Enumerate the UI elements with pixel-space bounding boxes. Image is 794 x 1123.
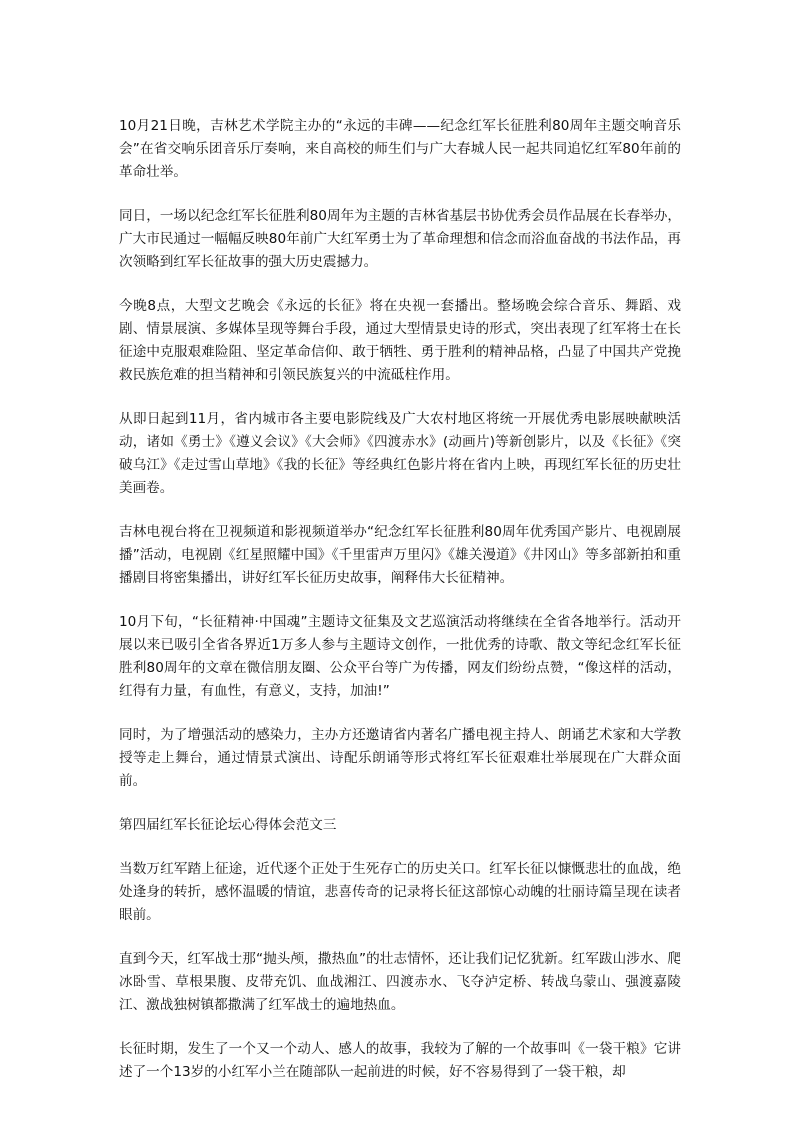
document-body xyxy=(119,115,681,1105)
paragraph-calligraphy-exhibition: 同日，一场以纪念红军长征胜利80周年为主题的吉林省基层书协优秀会员作品展在长春举办，广大市民通过一幅幅反映80年前广大红军勇士为了革命理想和信念而浴血奋战的书法作品，再次领略到红军长征故事的强大历史震撼力。 xyxy=(119,208,681,270)
paragraph-poetry-event: 10月下旬，“长征精神·中国魂”主题诗文征集及文艺巡演活动将继续在全省各地举行。活动开展以来已吸引全省各界近1万多人参与主题诗文创作，一批优秀的诗歌、散文等纪念红军长征胜利80周年的文章在微信朋友圈、公众平台等广为传播，网友们纷纷点赞，“像这样的活动，红得有力量，有血性，有意义，支持，加油!” xyxy=(119,614,681,699)
paragraph-long-march-intro: 当数万红军踏上征途，近代逐个正处于生死存亡的历史关口。红军长征以慷慨悲壮的血战，绝处逢身的转折，感怀温暖的情谊，悲喜传奇的记录将长征这部惊心动魄的壮丽诗篇呈现在读者眼前。 xyxy=(119,861,681,923)
paragraph-stage-performance: 同时，为了增强活动的感染力，主办方还邀请省内著名广播电视主持人、朗诵艺术家和大学教授等走上舞台，通过情景式演出、诗配乐朗诵等形式将红军长征艰难壮举展现在广大群众面前。 xyxy=(119,727,681,789)
paragraph-soldiers-spirit: 直到今天，红军战士那“抛头颅，撒热血”的壮志情怀，还让我们记忆犹新。红军跋山涉水、爬冰卧雪、草根果腹、皮带充饥、血战湘江、四渡赤水、飞夺泸定桥、转战乌蒙山、强渡嘉陵江、激战独树镇都撒满了红军战士的遍地热血。 xyxy=(119,951,681,1013)
paragraph-story: 长征时期，发生了一个又一个动人、感人的故事，我较为了解的一个故事叫《一袋干粮》它讲述了一个13岁的小红军小兰在随部队一起前进的时候，好不容易得到了一袋干粮，却 xyxy=(119,1041,681,1080)
paragraph-film-screening: 从即日起到11月，省内城市各主要电影院线及广大农村地区将统一开展优秀电影展映献映活动，诸如《勇士》《遵义会议》《大会师》《四渡赤水》(动画片)等新创影片，以及《长征》《突破乌江》《走过雪山草地》《我的长征》等经典红色影片将在省内上映，再现红军长征的历史壮美画卷。 xyxy=(119,411,681,496)
paragraph-concert: 10月21日晚，吉林艺术学院主办的“永远的丰碑——纪念红军长征胜利80周年主题交响音乐会”在省交响乐团音乐厅奏响，来自高校的师生们与广大春城人民一起共同追忆红军80年前的革命壮举。 xyxy=(119,118,681,180)
paragraph-gala: 今晚8点，大型文艺晚会《永远的长征》将在央视一套播出。整场晚会综合音乐、舞蹈、戏剧、情景展演、多媒体呈现等舞台手段，通过大型情景史诗的形式，突出表现了红军将士在长征途中克服艰难险阻、坚定革命信仰、敢于牺牲、勇于胜利的精神品格，凸显了中国共产党挽救民族危难的担当精神和引领民族复兴的中流砥柱作用。 xyxy=(119,298,681,383)
paragraph-tv-broadcast: 吉林电视台将在卫视频道和影视频道举办“纪念红军长征胜利80周年优秀国产影片、电视剧展播”活动，电视剧《红星照耀中国》《千里雷声万里闪》《雄关漫道》《井冈山》等多部新拍和重播剧目将密集播出，讲好红军长征历史故事，阐释伟大长征精神。 xyxy=(119,524,681,586)
section-heading: 第四届红军长征论坛心得体会范文三 xyxy=(119,817,337,833)
